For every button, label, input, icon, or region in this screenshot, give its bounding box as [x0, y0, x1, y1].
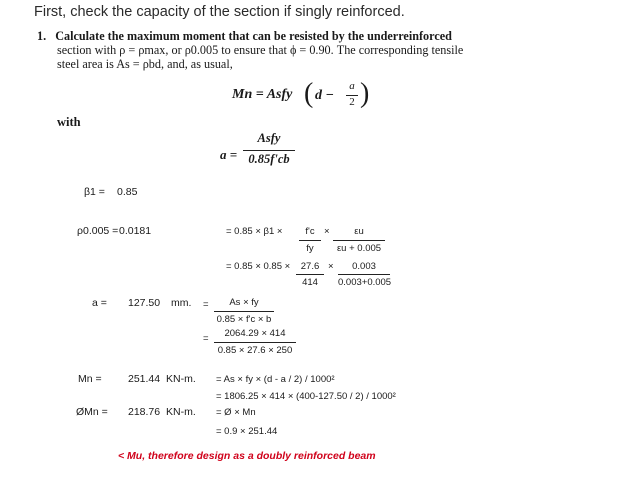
- a-calc-den2: 0.85 × 27.6 × 250: [217, 345, 293, 356]
- step-line-1: Calculate the maximum moment that can be resisted by the underreinforced: [55, 29, 452, 43]
- mn-calc-expr2: = 1806.25 × 414 × (400-127.50 / 2) / 1000²: [216, 391, 396, 402]
- a-calc-den1: 0.85 × f'c × b: [216, 314, 272, 325]
- rho-n1: 27.6: [300, 261, 320, 272]
- mn-formula-d-minus: d −: [315, 88, 334, 103]
- phimn-calc-expr1: = Ø × Mn: [216, 407, 256, 418]
- rho-n2: 0.003: [352, 261, 376, 272]
- a-formula-bar: [243, 150, 295, 151]
- mn-calc-expr1: = As × fy × (d - a / 2) / 1000²: [216, 374, 335, 385]
- a-calc-num1: As × fy: [229, 297, 259, 308]
- rho-n2-bar: [338, 274, 390, 275]
- step-line-2: section with ρ = ρmax, or ρ0.005 to ensure that ϕ = 0.90. The corresponding tensile: [57, 43, 464, 57]
- mn-formula-paren-left: (: [304, 78, 314, 109]
- rho-fc-den: fy: [306, 243, 314, 254]
- a-calc-num2: 2064.29 × 414: [224, 328, 286, 339]
- rho-fc-num: f'c: [305, 226, 315, 237]
- a-calc-eq2: =: [203, 333, 209, 344]
- conclusion-note: < Mu, therefore design as a doubly reinforced beam: [118, 450, 376, 462]
- mn-formula-paren-right: ): [360, 78, 370, 109]
- with-label: with: [57, 115, 81, 129]
- rho-line2-prefix: = 0.85 × 0.85 ×: [226, 261, 291, 272]
- a-calc-label: a =: [92, 297, 107, 309]
- rho-line1-prefix: = 0.85 × β1 ×: [226, 226, 283, 237]
- beta1-label: β1 =: [84, 186, 105, 198]
- mn-formula-lhs: Mn = Asfy: [232, 87, 293, 102]
- step-line-3: steel area is As = ρbd, and, as usual,: [57, 57, 233, 71]
- phimn-calc-label: ØMn =: [76, 406, 108, 418]
- beta1-value: 0.85: [117, 186, 138, 198]
- phimn-calc-value: 218.76: [128, 406, 161, 418]
- rho-value: 0.0181: [119, 225, 152, 237]
- rho-eu-num: εu: [354, 226, 364, 237]
- rho-d1: 414: [302, 277, 318, 288]
- a-calc-bar2: [214, 342, 296, 343]
- step-paragraph: [37, 29, 452, 43]
- rho-times: ×: [324, 226, 330, 237]
- phimn-calc-unit: KN-m.: [166, 406, 196, 418]
- rho-d2: 0.003+0.005: [338, 277, 392, 288]
- a-calc-value: 127.50: [128, 297, 161, 309]
- mn-calc-unit: KN-m.: [166, 373, 196, 385]
- mn-formula-frac-num: a: [349, 80, 355, 92]
- step-number: 1.: [37, 29, 47, 43]
- a-calc-unit: mm.: [171, 297, 192, 309]
- rho-fc-bar: [299, 240, 321, 241]
- a-formula-num: Asfy: [257, 131, 281, 145]
- rho-n1-bar: [296, 274, 324, 275]
- a-formula-den: 0.85f'cb: [248, 152, 290, 166]
- page-heading: First, check the capacity of the section if singly reinforced.: [34, 4, 405, 20]
- rho-eu-bar: [333, 240, 385, 241]
- mn-calc-value: 251.44: [128, 373, 161, 385]
- rho-label: ρ0.005 =: [77, 225, 119, 237]
- rho-eu-den: εu + 0.005: [336, 243, 382, 254]
- mn-calc-label: Mn =: [78, 373, 102, 385]
- phimn-calc-expr2: = 0.9 × 251.44: [216, 426, 278, 437]
- rho-times-2: ×: [328, 261, 334, 272]
- mn-formula-frac-den: 2: [349, 96, 355, 108]
- a-formula-lhs: a =: [220, 147, 238, 162]
- a-calc-bar1: [214, 311, 274, 312]
- a-calc-eq1: =: [203, 299, 209, 310]
